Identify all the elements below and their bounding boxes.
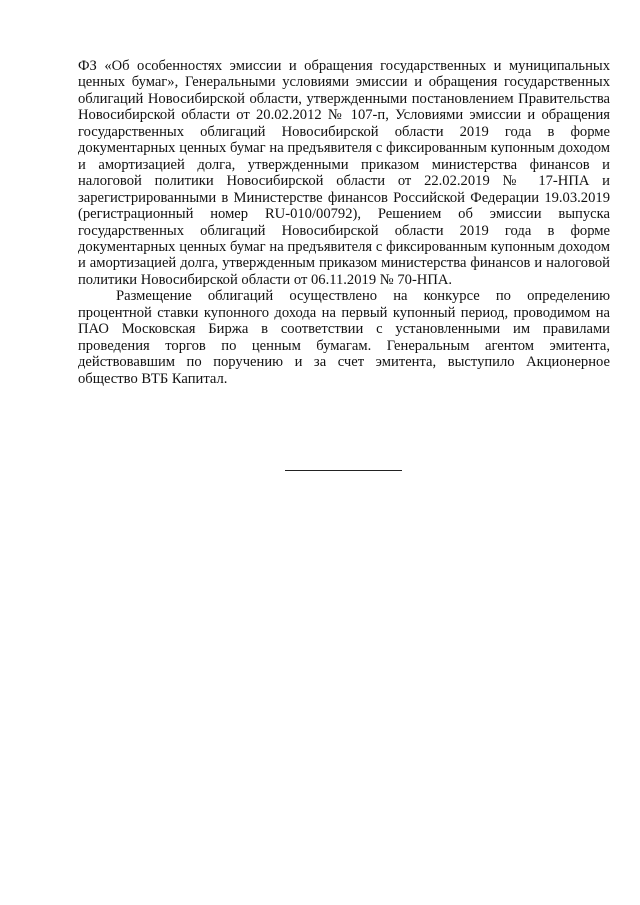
paragraph-legal-basis: ФЗ «Об особенностях эмиссии и обращения государственных и муниципальных ценных бумаг», Генеральными условиями эмиссии и обращения государственных облигаций Новосибирской области, утвержденными постановлением Правительства Новосибирской области от 20.02.2012 № 107-п, Условиями эмиссии и обращения государственных облигаций Новосибирской области 2019 года в форме документарных ценных бумаг на предъявителя с фиксированным купонным доходом и амортизацией долга, утвержденными приказом министерства финансов и налоговой политики Новосибирской области от 22.02.2019 № 17-НПА и зарегистрированными в Министерстве финансов Российской Федерации 19.03.2019 (регистрационный номер RU-010/00792), Решением об эмиссии выпуска государственных облигаций Новосибирской области 2019 года в форме документарных ценных бумаг на предъявителя с фиксированным купонным доходом и амортизацией долга, утвержденным приказом министерства финансов и налоговой политики Новосибирской области от 06.11.2019 № 70-НПА.: [78, 58, 610, 288]
end-of-document-line: [285, 470, 402, 471]
document-body: [78, 58, 610, 387]
paragraph-placement: Размещение облигаций осуществлено на конкурсе по определению процентной ставки купонного дохода на первый купонный период, проводимом на ПАО Московская Биржа в соответствии с установленными им правилами проведения торгов по ценным бумагам. Генеральным агентом эмитента, действовавшим по поручению и за счет эмитента, выступило Акционерное общество ВТБ Капитал.: [78, 288, 610, 387]
